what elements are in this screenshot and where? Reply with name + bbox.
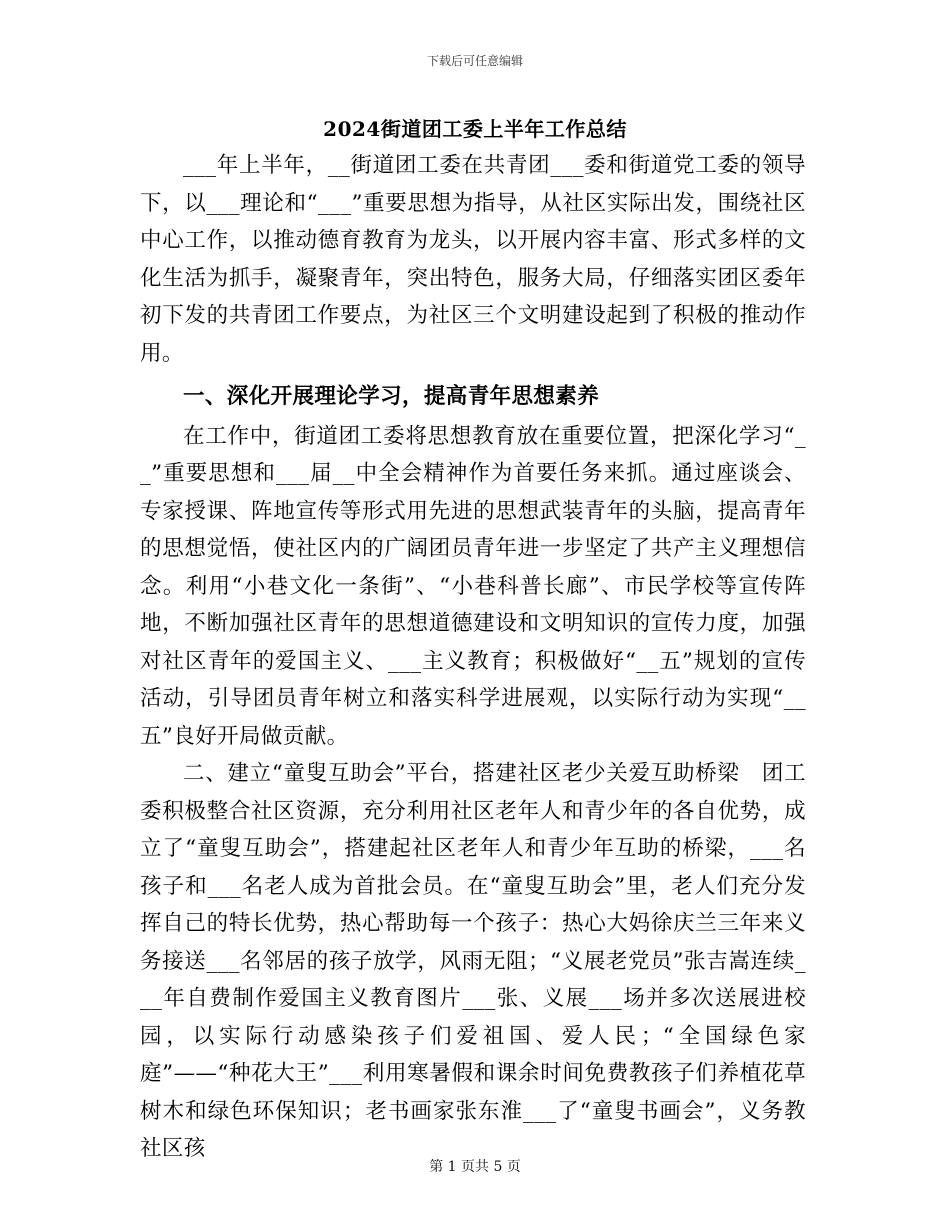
document-body <box>140 147 806 1168</box>
section-heading-1: 一、深化开展理论学习，提高青年思想素养 <box>183 384 600 409</box>
document-title: 2024街道团工委上半年工作总结 <box>323 117 627 141</box>
page-header: 下载后可任意编辑 <box>426 54 523 68</box>
page-footer: 第 1 页共 5 页 <box>429 1159 521 1175</box>
intro-paragraph: ___年上半年，__街道团工委在共青团___委和街道党工委的领导下，以___理论和“___”重要思想为指导，从社区实际出发，围绕社区中心工作，以推动德育教育为龙头，以开展内容丰富、形式多样的文化生活为抓手，凝聚青年，突出特色，服务大局，仔细落实团区委年初下发的共青团工作要点，为社区三个文明建设起到了积极的推动作用。 <box>140 153 806 366</box>
section-1-paragraph: 在工作中，街道团工委将思想教育放在重要位置，把深化学习“__”重要思想和___届__中全会精神作为首要任务来抓。通过座谈会、专家授课、阵地宣传等形式用先进的思想武装青年的头脑，提高青年的思想觉悟，使社区内的广阔团员青年进一步坚定了共产主义理想信念。利用“小巷文化一条街”、“小巷科普长廊”、市民学校等宣传阵地，不断加强社区青年的思想道德建设和文明知识的宣传力度，加强对社区青年的爱国主义、___主义教育；积极做好“__五”规划的宣传活动，引导团员青年树立和落实科学进展观，以实际行动为实现“__五”良好开局做贡献。 <box>140 423 806 749</box>
section-2-paragraph: 二、建立“童叟互助会”平台，搭建社区老少关爱互助桥梁 团工委积极整合社区资源，充分利用社区老年人和青少年的各自优势，成立了“童叟互助会”，搭建起社区老年人和青少年互助的桥梁，___名孩子和___名老人成为首批会员。在“童叟互助会”里，老人们充分发挥自己的特长优势，热心帮助每一个孩子：热心大妈徐庆兰三年来义务接送___名邻居的孩子放学，风雨无阻；“义展老党员”张吉嵩连续___年自费制作爱国主义教育图片___张、义展___场并多次送展进校园，以实际行动感染孩子们爱祖国、爱人民；“全国绿色家庭”——“种花大王”___利用寒暑假和课余时间免费教孩子们养植花草树木和绿色环保知识；老书画家张东淮___了“童叟书画会”，义务教社区孩 <box>140 761 806 1161</box>
